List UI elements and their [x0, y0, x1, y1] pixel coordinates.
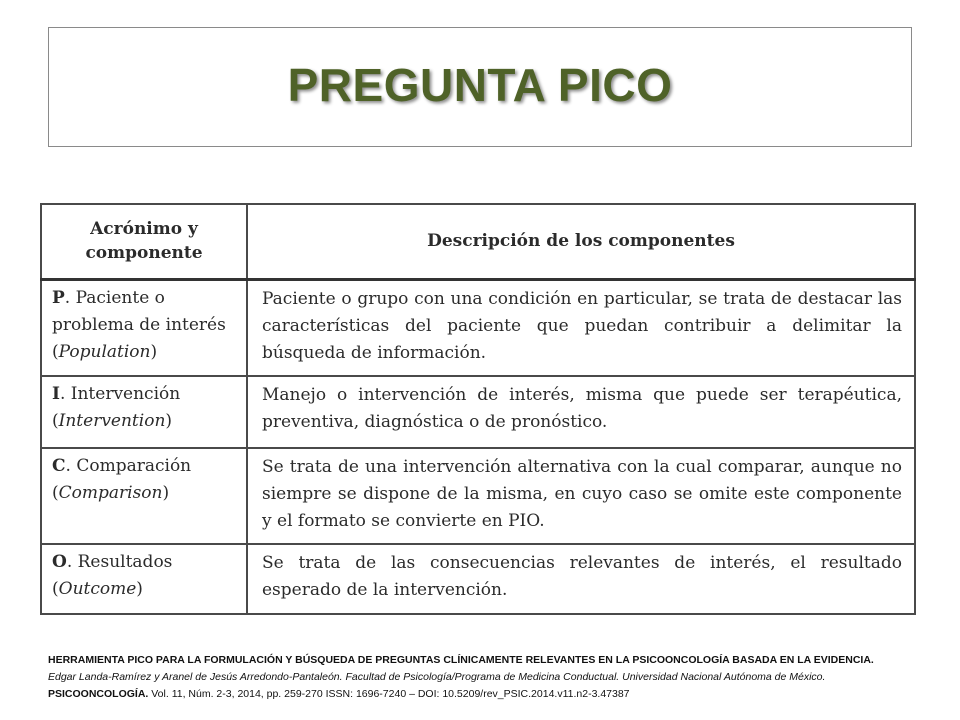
table-header-row [41, 204, 915, 279]
table-row-population [41, 279, 915, 376]
component-name: . Paciente o problema de interés [52, 287, 226, 335]
description-cell: Manejo o intervención de interés, misma que puede ser terapéutica, preventiva, diagnóstica o de pronóstico. [247, 376, 915, 448]
component-cell: P. Paciente o problema de interés (Population) [41, 279, 247, 376]
component-cell: O. Resultados (Outcome) [41, 544, 247, 614]
description-cell: Se trata de las consecuencias relevantes de interés, el resultado esperado de la intervención. [247, 544, 915, 614]
citation-journal: PSICOONCOLOGÍA. [48, 688, 149, 700]
table-row-intervention [41, 376, 915, 448]
title-box [48, 27, 912, 147]
pico-table [40, 203, 916, 615]
component-name: . Intervención [59, 383, 181, 404]
header-description: Descripción de los componentes [247, 204, 915, 279]
component-cell: C. Comparación (Comparison) [41, 448, 247, 544]
component-name: . Comparación [65, 455, 192, 476]
component-letter: P [52, 287, 65, 308]
citation-details: Vol. 11, Núm. 2-3, 2014, pp. 259-270 ISSN: 1696-7240 – DOI: 10.5209/rev_PSIC.2014.v11.n2-3.47387 [148, 688, 630, 700]
table-header [41, 204, 915, 279]
page-title: PREGUNTA PICO [287, 59, 673, 111]
component-english: Outcome [58, 578, 137, 599]
table-row-comparison [41, 448, 915, 544]
component-english: Population [58, 341, 151, 362]
component-letter: C [52, 455, 66, 476]
citation-block [48, 652, 948, 703]
citation-authors: Edgar Landa-Ramírez y Aranel de Jesús Arredondo-Pantaleón. Facultad de Psicología/Programa de Medicina Conductual. Universidad Nacional Autónoma de México. [48, 671, 826, 683]
component-english: Comparison [58, 482, 163, 503]
component-cell: I. Intervención (Intervention) [41, 376, 247, 448]
table-row-outcome [41, 544, 915, 614]
citation-reference [48, 686, 948, 703]
component-letter: I [52, 383, 60, 404]
description-cell: Se trata de una intervención alternativa con la cual comparar, aunque no siempre se dispone de la misma, en cuyo caso se omite este componente y el formato se convierte en PIO. [247, 448, 915, 544]
citation-heading: HERRAMIENTA PICO PARA LA FORMULACIÓN Y BÚSQUEDA DE PREGUNTAS CLÍNICAMENTE RELEVANTES EN LA PSICOONCOLOGÍA BASADA EN LA EVIDENCIA. [48, 654, 874, 666]
component-name: . Resultados [66, 551, 173, 572]
component-english: Intervention [58, 410, 166, 431]
header-component: Acrónimo y componente [41, 204, 247, 279]
description-cell: Paciente o grupo con una condición en particular, se trata de destacar las características del paciente que puedan contribuir a delimitar la búsqueda de información. [247, 279, 915, 376]
component-letter: O [52, 551, 67, 572]
